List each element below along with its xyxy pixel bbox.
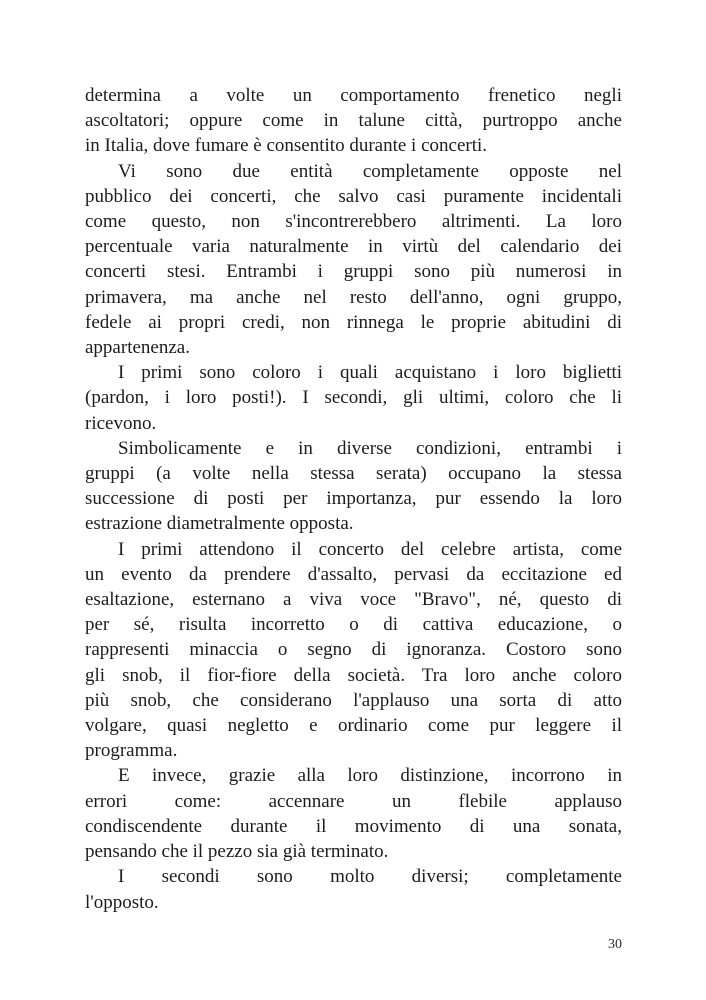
text-line: determina a volte un comportamento frenetico negli [85,85,622,106]
text-line: gli snob, il fior-fiore della società. Tra loro anche coloro [85,664,622,686]
text-line: Simbolicamente e in diverse condizioni, entrambi i [118,437,622,459]
text-line: come questo, non s'incontrerebbero altrimenti. La loro [85,211,622,233]
text-line: concerti stesi. Entrambi i gruppi sono più numerosi in [85,261,622,283]
text-line: estrazione diametralmente opposta. [85,513,354,535]
body-text [85,83,622,915]
text-line: per sé, risulta incorretto o di cattiva educazione, o [85,614,622,636]
page-number: 30 [608,937,622,952]
text-line: rappresenti minaccia o segno di ignoranza. Costoro sono [85,639,622,661]
text-line: ricevono. [85,412,157,434]
text-line: programma. [85,740,178,762]
text-line: pensando che il pezzo sia già terminato. [85,841,389,863]
text-line: ascoltatori; oppure come in talune città, purtroppo anche [85,110,622,132]
text-line: condiscendente durante il movimento di una sonata, [85,815,622,837]
text-line: errori come: accennare un flebile applauso [85,790,622,812]
text-line: appartenenza. [85,337,190,359]
text-line: esaltazione, esternano a viva voce "Bravo", né, questo di [85,589,622,611]
text-line: percentuale varia naturalmente in virtù del calendario dei [85,236,622,258]
text-line: Vi sono due entità completamente opposte nel [118,160,622,182]
text-line: fedele ai propri credi, non rinnega le proprie abitudini di [85,311,622,333]
text-line: I secondi sono molto diversi; completamente [118,866,622,888]
text-line: pubblico dei concerti, che salvo casi puramente incidentali [85,185,622,207]
text-line: E invece, grazie alla loro distinzione, incorrono in [118,765,622,787]
text-line: in Italia, dove fumare è consentito durante i concerti. [85,135,488,157]
text-line: primavera, ma anche nel resto dell'anno, ogni gruppo, [85,286,622,308]
text-line: I primi attendono il concerto del celebre artista, come [118,538,622,560]
text-line: un evento da prendere d'assalto, pervasi da eccitazione ed [85,563,622,585]
text-line: successione di posti per importanza, pur essendo la loro [85,488,622,510]
text-line: volgare, quasi negletto e ordinario come pur leggere il [85,715,622,737]
text-line: più snob, che considerano l'applauso una sorta di atto [85,689,622,711]
text-line: gruppi (a volte nella stessa serata) occupano la stessa [85,463,622,485]
text-line: I primi sono coloro i quali acquistano i loro biglietti [118,362,622,384]
text-line: l'opposto. [85,891,159,913]
text-line: (pardon, i loro posti!). I secondi, gli ultimi, coloro che li [85,387,622,409]
